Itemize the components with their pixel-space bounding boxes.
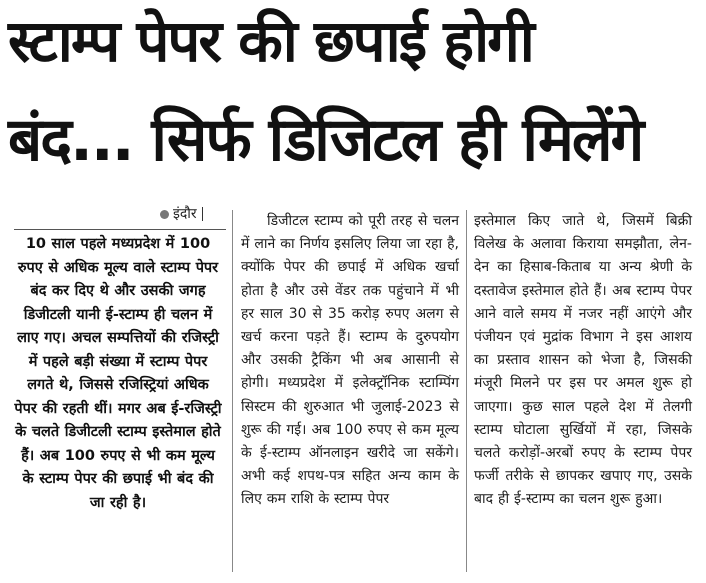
column-3-text: इस्तेमाल किए जाते थे, जिसमें बिक्री विलेख के अलावा किराया समझौता, लेन-देन का हिसाब-किताब या अन्य श्रेणी के दस्तावेज इस्तेमाल होते हैं। अब स्टाम्प पेपर आने वाले समय में नजर नहीं आएंगे और पंजीयन एवं मुद्रांक विभाग ने इस आशय का प्रस्ताव शासन को भेजा है, जिसकी मंजूरी मिलने पर इस पर अमल शुरू हो जाएगा। कुछ साल पहले देश में तेलगी स्टाम्प घोटाला सुर्खियों में रहा, जिसके चलते करोड़ों-अरबों रुपए के स्टाम्प पेपर फर्जी तरीके से छापकर खपाए गए, उसके बाद ही ई-स्टाम्प का चलन शुरू हुआ। [474, 213, 692, 508]
dateline-city: इंदौर [173, 206, 197, 222]
article-column-3 [474, 210, 692, 512]
column-2-text: डिजीटल स्टाम्प को पूरी तरह से चलन में लाने का निर्णय इसलिए लिया जा रहा है, क्योंकि पेपर की छपाई में अधिक खर्चा होता है और उसे वेंडर तक पहुंचाने में भी हर साल 30 से 35 करोड़ रुपए अलग से खर्च करना पड़ते हैं। स्टाम्प के दुरुपयोग और उसकी ट्रैकिंग भी अब आसानी से होगी। मध्यप्रदेश में इलेक्ट्रॉनिक स्टाम्पिंग सिस्टम की शुरुआत भी जुलाई-2023 से शुरू की गई। अब 100 रुपए से कम मूल्य के ई-स्टाम्प ऑनलाइन खरीदे जा सकेंगे। अभी कई शपथ-पत्र सहित अन्य काम के लिए कम राशि के स्टाम्प पेपर [241, 213, 459, 508]
article-column-2 [241, 210, 459, 512]
bullet-dot-icon [160, 210, 169, 219]
dateline-divider [202, 207, 203, 221]
headline [8, 4, 698, 204]
lead-text: 10 साल पहले मध्यप्रदेश में 100 रुपए से अधिक मूल्य वाले स्टाम्प पेपर बंद कर दिए थे और उसकी जगह डिजीटली यानी ई-स्टाम्प ही चलन में लाए गए। अचल सम्पत्तियों की रजिस्ट्री में पहले बड़ी संख्या में स्टाम्प पेपर लगते थे, जिससे रजिस्ट्रियां अधिक पेपर की रहती थीं। मगर अब ई-रजिस्ट्री के चलते डिजीटली स्टाम्प इस्तेमाल होते हैं। अब 100 रुपए से भी कम मूल्य के स्टाम्प पेपर की छपाई भी बंद की जा रही है। [14, 236, 222, 511]
column-divider-2 [466, 210, 467, 572]
dateline [160, 204, 203, 223]
column-divider-1 [232, 210, 233, 572]
headline-line-1: स्टाम्प पेपर की छपाई होगी [8, 7, 533, 75]
lead-top-rule [14, 229, 226, 230]
lead-paragraph [14, 233, 222, 515]
headline-line-2: बंद... सिर्फ डिजिटल ही मिलेंगे [8, 105, 643, 175]
